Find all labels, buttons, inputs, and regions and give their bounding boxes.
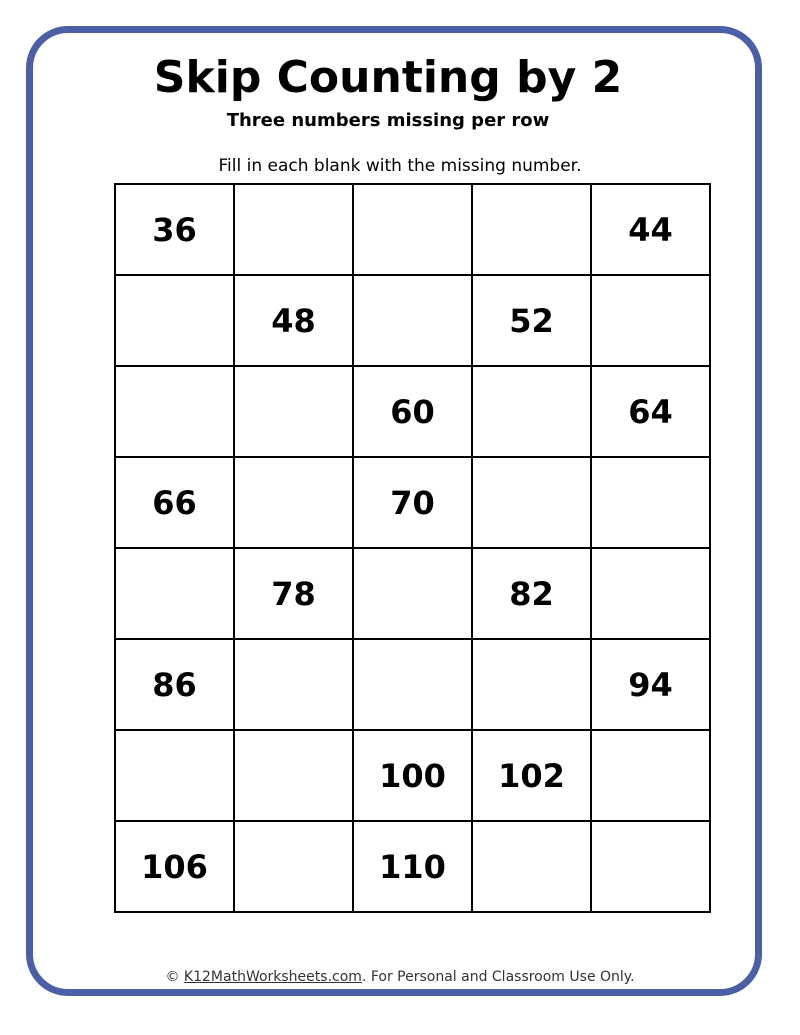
grid-cell: 106 [115, 821, 234, 912]
grid-cell: 60 [353, 366, 472, 457]
grid-cell: 102 [472, 730, 591, 821]
footer-site-link[interactable]: K12MathWorksheets.com [183, 969, 362, 985]
grid-cell: 94 [591, 639, 710, 730]
grid-cell [353, 184, 472, 275]
grid-cell [472, 366, 591, 457]
grid-cell [353, 639, 472, 730]
grid-cell [353, 275, 472, 366]
grid-cell [591, 548, 710, 639]
number-grid [114, 183, 711, 913]
worksheet-title: Skip Counting by 2 [153, 52, 623, 103]
grid-cell: 100 [353, 730, 472, 821]
grid-cell [234, 639, 353, 730]
grid-row [115, 639, 710, 730]
grid-cell [591, 457, 710, 548]
grid-cell: 48 [234, 275, 353, 366]
grid-cell [234, 730, 353, 821]
grid-cell [115, 548, 234, 639]
worksheet-subtitle: Three numbers missing per row [226, 110, 550, 131]
grid-cell [115, 366, 234, 457]
grid-cell: 52 [472, 275, 591, 366]
grid-cell [234, 184, 353, 275]
grid-cell: 82 [472, 548, 591, 639]
grid-cell [591, 730, 710, 821]
grid-cell [472, 184, 591, 275]
grid-cell [234, 821, 353, 912]
grid-row [115, 548, 710, 639]
grid-cell: 44 [591, 184, 710, 275]
footer-prefix: © [165, 969, 184, 985]
grid-cell [115, 275, 234, 366]
grid-row [115, 821, 710, 912]
grid-cell: 70 [353, 457, 472, 548]
grid-cell [115, 730, 234, 821]
grid-row [115, 457, 710, 548]
instructions: Fill in each blank with the missing number. [218, 156, 582, 176]
grid-cell [591, 821, 710, 912]
grid-cell: 64 [591, 366, 710, 457]
grid-cell: 66 [115, 457, 234, 548]
footer [0, 969, 800, 985]
grid-row [115, 275, 710, 366]
grid-row [115, 730, 710, 821]
grid-cell: 36 [115, 184, 234, 275]
grid-cell [472, 639, 591, 730]
grid-cell [353, 548, 472, 639]
grid-cell [472, 821, 591, 912]
grid-cell: 110 [353, 821, 472, 912]
grid-cell: 86 [115, 639, 234, 730]
grid-row [115, 366, 710, 457]
grid-cell [234, 366, 353, 457]
grid-cell [234, 457, 353, 548]
grid-cell [472, 457, 591, 548]
grid-cell: 78 [234, 548, 353, 639]
footer-usage-note: . For Personal and Classroom Use Only. [361, 969, 635, 985]
grid-cell [591, 275, 710, 366]
grid-row [115, 184, 710, 275]
